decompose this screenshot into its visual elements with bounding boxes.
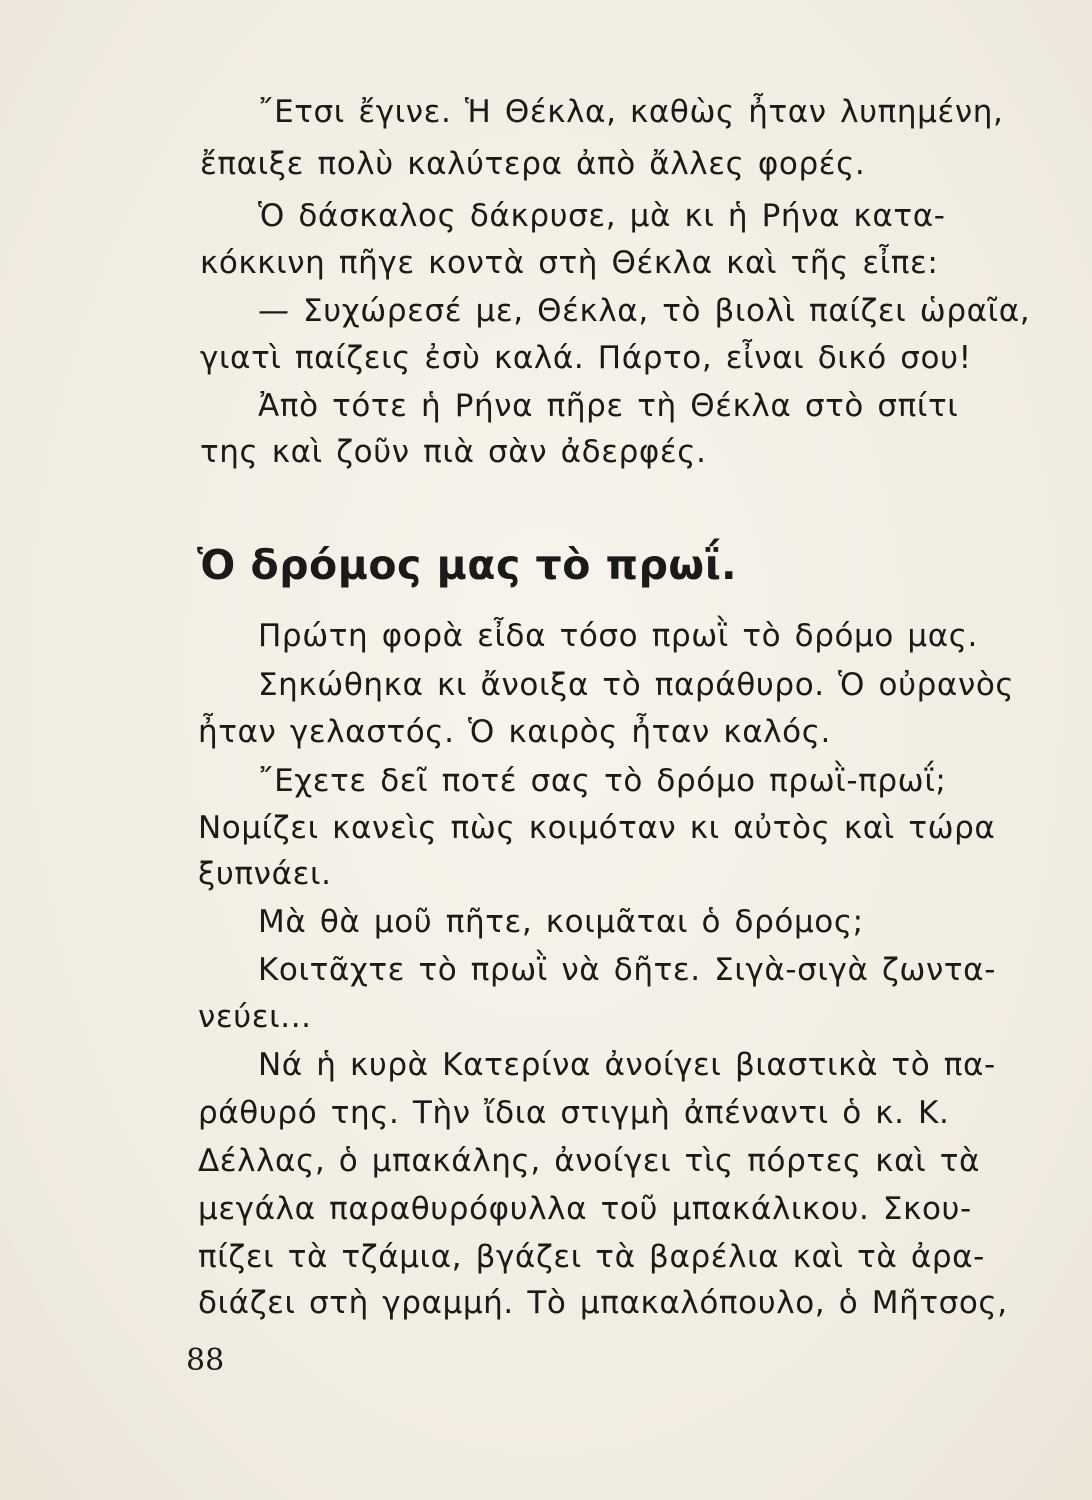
section-title: Ὁ δρόμος μας τὸ πρωΐ. xyxy=(197,541,738,589)
text-line-17: νεύει... xyxy=(198,999,312,1035)
text-line-5: — Συχώρεσέ με, Θέκλα, τὸ βιολὶ παίζει ὡραῖα, xyxy=(258,293,1031,329)
text-line-11: ἦταν γελαστός. Ὁ καιρὸς ἦταν καλός. xyxy=(198,714,831,750)
text-line-12: ῎Εχετε δεῖ ποτέ σας τὸ δρόμο πρωῒ-πρωΐ; xyxy=(258,763,947,799)
page-number: 88 xyxy=(186,1343,225,1378)
text-line-16: Κοιτᾶχτε τὸ πρωῒ νὰ δῆτε. Σιγὰ-σιγὰ ζωντα- xyxy=(258,952,996,988)
text-line-10: Σηκώθηκα κι ἄνοιξα τὸ παράθυρο. Ὁ οὐρανὸς xyxy=(258,667,1015,703)
text-line-3: Ὁ δάσκαλος δάκρυσε, μὰ κι ἡ Ρήνα κατα- xyxy=(258,198,946,234)
text-line-22: πίζει τὰ τζάμια, βγάζει τὰ βαρέλια καὶ τὰ ἀρα- xyxy=(198,1239,985,1275)
text-line-19: ράθυρό της. Τὴν ἴδια στιγμὴ ἀπέναντι ὁ κ. Κ. xyxy=(198,1095,950,1131)
text-line-1: ῎Ετσι ἔγινε. Ἡ Θέκλα, καθὼς ἦταν λυπημένη, xyxy=(258,94,1004,130)
text-line-21: μεγάλα παραθυρόφυλλα τοῦ μπακάλικου. Σκου- xyxy=(198,1191,972,1227)
text-line-8: της καὶ ζοῦν πιὰ σὰν ἀδερφές. xyxy=(200,434,707,470)
text-line-9: Πρώτη φορὰ εἶδα τόσο πρωῒ τὸ δρόμο μας. xyxy=(258,618,978,654)
text-line-7: Ἀπὸ τότε ἡ Ρήνα πῆρε τὴ Θέκλα στὸ σπίτι xyxy=(258,388,959,424)
text-line-13: Νομίζει κανεὶς πὼς κοιμόταν κι αὐτὸς καὶ τώρα xyxy=(198,810,996,846)
text-line-4: κόκκινη πῆγε κοντὰ στὴ Θέκλα καὶ τῆς εἶπε: xyxy=(200,245,939,281)
text-line-2: ἔπαιξε πολὺ καλύτερα ἀπὸ ἄλλες φορές. xyxy=(200,146,866,182)
text-line-18: Νά ἡ κυρὰ Κατερίνα ἀνοίγει βιαστικὰ τὸ πα- xyxy=(258,1047,996,1083)
text-line-15: Μὰ θὰ μοῦ πῆτε, κοιμᾶται ὁ δρόμος; xyxy=(258,904,864,940)
text-line-6: γιατὶ παίζεις ἐσὺ καλά. Πάρτο, εἶναι δικό σου! xyxy=(200,340,972,376)
text-line-23: διάζει στὴ γραμμή. Τὸ μπακαλόπουλο, ὁ Μῆτσος, xyxy=(198,1285,1008,1321)
text-line-20: Δέλλας, ὁ μπακάλης, ἀνοίγει τὶς πόρτες καὶ τὰ xyxy=(198,1143,981,1179)
text-line-14: ξυπνάει. xyxy=(198,856,332,892)
